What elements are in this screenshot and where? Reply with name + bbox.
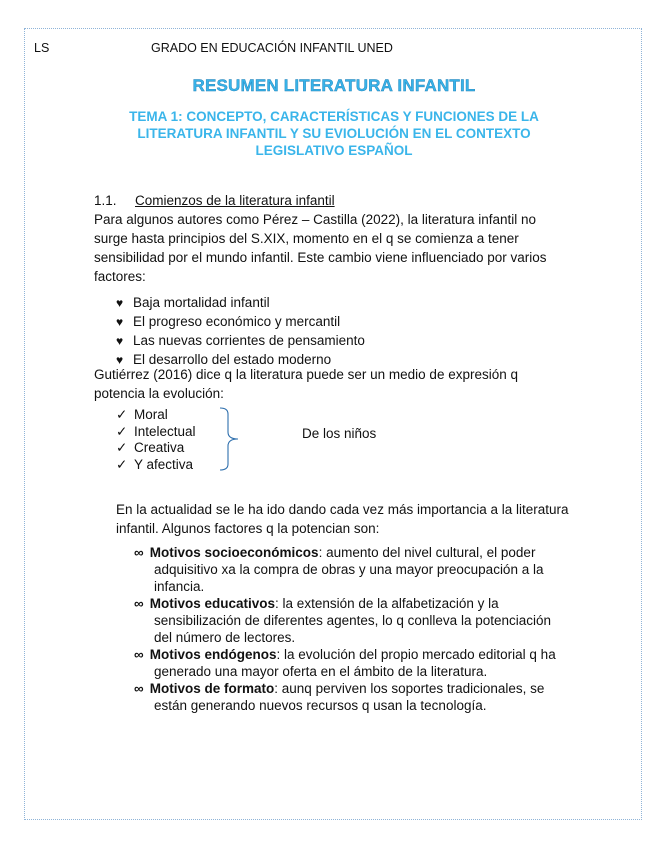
section-number: 1.1. <box>94 193 117 208</box>
subtitle-line: LITERATURA INFANTIL Y SU EVIOLUCIÓN EN EL CONTEXTO <box>137 126 531 141</box>
motives-list <box>134 544 556 714</box>
infinity-bullet-icon: ∞ <box>134 545 144 560</box>
header-initials: LS <box>34 41 50 55</box>
check-bullet-icon: ✓ <box>116 456 128 472</box>
motive-term: Motivos educativos <box>149 596 276 611</box>
list-item: ✓ Intelectual <box>116 423 196 439</box>
list-item: ✓ Creativa <box>116 440 185 455</box>
paragraph-line: En la actualidad se le ha ido dando cada vez más importancia a la literatura <box>116 502 569 517</box>
list-item: ∞ Motivos endógenos: la evolución del propio mercado editorial q ha generado una mayor oferta en el ámbito de la literatura. <box>134 647 556 679</box>
intro-paragraph <box>94 210 547 286</box>
current-paragraph <box>116 500 569 538</box>
infinity-bullet-icon: ∞ <box>134 596 144 611</box>
paragraph-line: sensibilidad por el mundo infantil. Este cambio viene influenciado por varios <box>94 250 547 265</box>
brace-label: De los niños <box>302 426 377 441</box>
infinity-bullet-icon: ∞ <box>134 647 144 662</box>
list-item: ♥ Baja mortalidad infantil <box>116 293 365 312</box>
heart-bullet-icon: ♥ <box>116 353 124 367</box>
check-bullet-icon: ✓ <box>116 423 128 439</box>
subtitle-line: TEMA 1: CONCEPTO, CARACTERÍSTICAS Y FUNCIONES DE LA <box>129 109 539 124</box>
check-bullet-icon: ✓ <box>116 407 128 422</box>
heart-bullet-icon: ♥ <box>116 315 124 329</box>
paragraph-line: surge hasta principios del S.XIX, momento en el q se comienza a tener <box>94 231 519 246</box>
document-subtitle <box>0 108 668 159</box>
section-heading <box>94 193 335 208</box>
motive-term: Motivos de formato <box>149 681 275 696</box>
list-item: ♥ El desarrollo del estado moderno <box>116 350 365 369</box>
list-item: ♥ El progreso económico y mercantil <box>116 312 365 331</box>
list-item: ♥ Las nuevas corrientes de pensamiento <box>116 331 365 350</box>
list-item: ∞ Motivos de formato: aunq perviven los soportes tradicionales, se están generando nuevos recursos q usan la tecnología. <box>134 681 545 713</box>
heart-bullet-icon: ♥ <box>116 296 124 310</box>
motive-term: Motivos socioeconómicos <box>149 545 319 560</box>
section-name: Comienzos de la literatura infantil <box>135 193 335 208</box>
paragraph-line: infantil. Algunos factores q la potencian son: <box>116 521 380 536</box>
paragraph-line: potencia la evolución: <box>94 386 224 401</box>
document-title: RESUMEN LITERATURA INFANTIL <box>192 76 476 95</box>
paragraph-line: Para algunos autores como Pérez – Castilla (2022), la literatura infantil no <box>94 212 536 227</box>
infinity-bullet-icon: ∞ <box>134 681 144 696</box>
list-item: ∞ Motivos socioeconómicos: aumento del nivel cultural, el poder adquisitivo xa la compra de obras y una mayor preocupación a la infancia. <box>134 545 544 594</box>
factors-list <box>116 293 365 369</box>
paragraph-line: Gutiérrez (2016) dice q la literatura puede ser un medio de expresión q <box>94 367 518 382</box>
heart-bullet-icon: ♥ <box>116 334 124 348</box>
gutierrez-paragraph <box>94 365 518 403</box>
paragraph-line: factores: <box>94 269 146 284</box>
curly-brace-icon <box>218 406 244 472</box>
list-item: ∞ Motivos educativos: la extensión de la alfabetización y la sensibilización de diferentes agentes, lo q conlleva la potenciación del número de lectores. <box>134 596 552 645</box>
header-program: GRADO EN EDUCACIÓN INFANTIL UNED <box>151 41 393 55</box>
list-item: ✓ Moral <box>116 407 168 422</box>
motive-term: Motivos endógenos <box>149 647 277 662</box>
list-item: ✓ Y afectiva <box>116 456 194 472</box>
check-bullet-icon: ✓ <box>116 440 128 455</box>
subtitle-line: LEGISLATIVO ESPAÑOL <box>255 143 413 158</box>
evolution-list <box>116 407 196 473</box>
